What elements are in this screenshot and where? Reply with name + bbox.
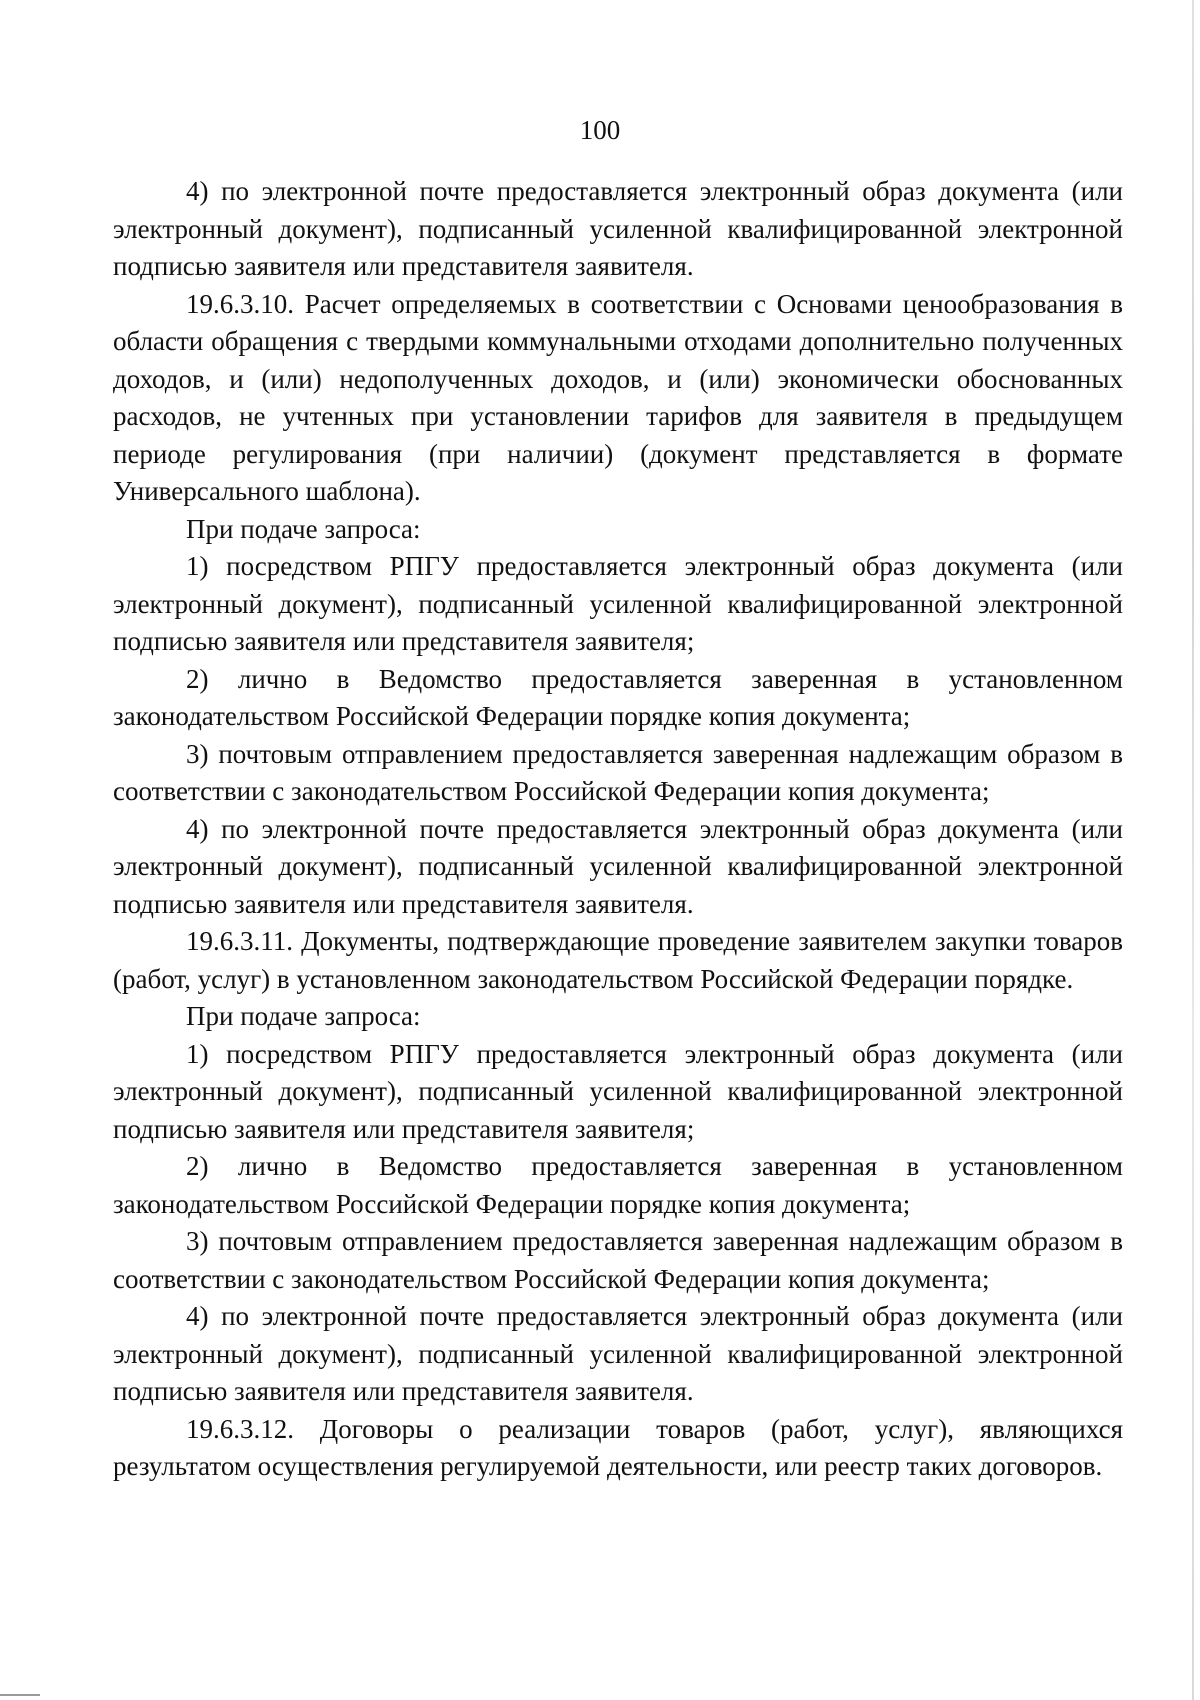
paragraph-19-6-3-11: 19.6.3.11. Документы, подтверждающие проведение заявителем закупки товаров (работ, услуг) в установленном законодательством Российской Федерации порядке. [113, 926, 1123, 994]
page-number: 100 [579, 115, 621, 145]
paragraph-request-intro: При подаче запроса: [186, 1001, 421, 1031]
paragraph-item-4-email: 4) по электронной почте предоставляется электронный образ документа (или электронный документ), подписанный усиленной квалифицированной электронной подписью заявителя или представителя заявителя. [113, 813, 1123, 919]
paragraph-19-6-3-10: 19.6.3.10. Расчет определяемых в соответствии с Основами ценообразования в области обращения с твердыми коммунальными отходами дополнительно полученных доходов, и (или) недополученных доходов, и (или) экономически обоснованных расходов, не учтенных при установлении тарифов для заявителя в предыдущем периоде регулирования (при наличии) (документ представляется в формате Универсального шаблона). [113, 288, 1123, 506]
document-body [113, 173, 1123, 1486]
paragraph-item-1-rpgu: 1) посредством РПГУ предоставляется электронный образ документа (или электронный документ), подписанный усиленной квалифицированной электронной подписью заявителя или представителя заявителя; [113, 551, 1123, 656]
paragraph-item-1-rpgu: 1) посредством РПГУ предоставляется электронный образ документа (или электронный документ), подписанный усиленной квалифицированной электронной подписью заявителя или представителя заявителя; [113, 1038, 1123, 1144]
paragraph-item-2-in-person: 2) лично в Ведомство предоставляется заверенная в установленном законодательством Российской Федерации порядке копия документа; [113, 1151, 1123, 1219]
scan-edge-line [1192, 0, 1194, 1700]
paragraph-item-2-in-person: 2) лично в Ведомство предоставляется заверенная в установленном законодательством Российской Федерации порядке копия документа; [113, 663, 1123, 731]
paragraph-item-3-post: 3) почтовым отправлением предоставляется заверенная надлежащим образом в соответствии с законодательством Российской Федерации копия документа; [113, 738, 1123, 806]
paragraph-item-3-post: 3) почтовым отправлением предоставляется заверенная надлежащим образом в соответствии с законодательством Российской Федерации копия документа; [113, 1226, 1123, 1294]
paragraph-item-4-email: 4) по электронной почте предоставляется электронный образ документа (или электронный документ), подписанный усиленной квалифицированной электронной подписью заявителя или представителя заявителя. [113, 1301, 1123, 1406]
paragraph-request-intro: При подаче запроса: [186, 513, 421, 544]
paragraph-19-6-3-12: 19.6.3.12. Договоры о реализации товаров (работ, услуг), являющихся результатом осуществления регулируемой деятельности, или реестр таких договоров. [113, 1413, 1123, 1481]
paragraph-item-4-email: 4) по электронной почте предоставляется электронный образ документа (или электронный документ), подписанный усиленной квалифицированной электронной подписью заявителя или представителя заявителя. [113, 176, 1123, 281]
scan-mark [0, 1694, 40, 1696]
